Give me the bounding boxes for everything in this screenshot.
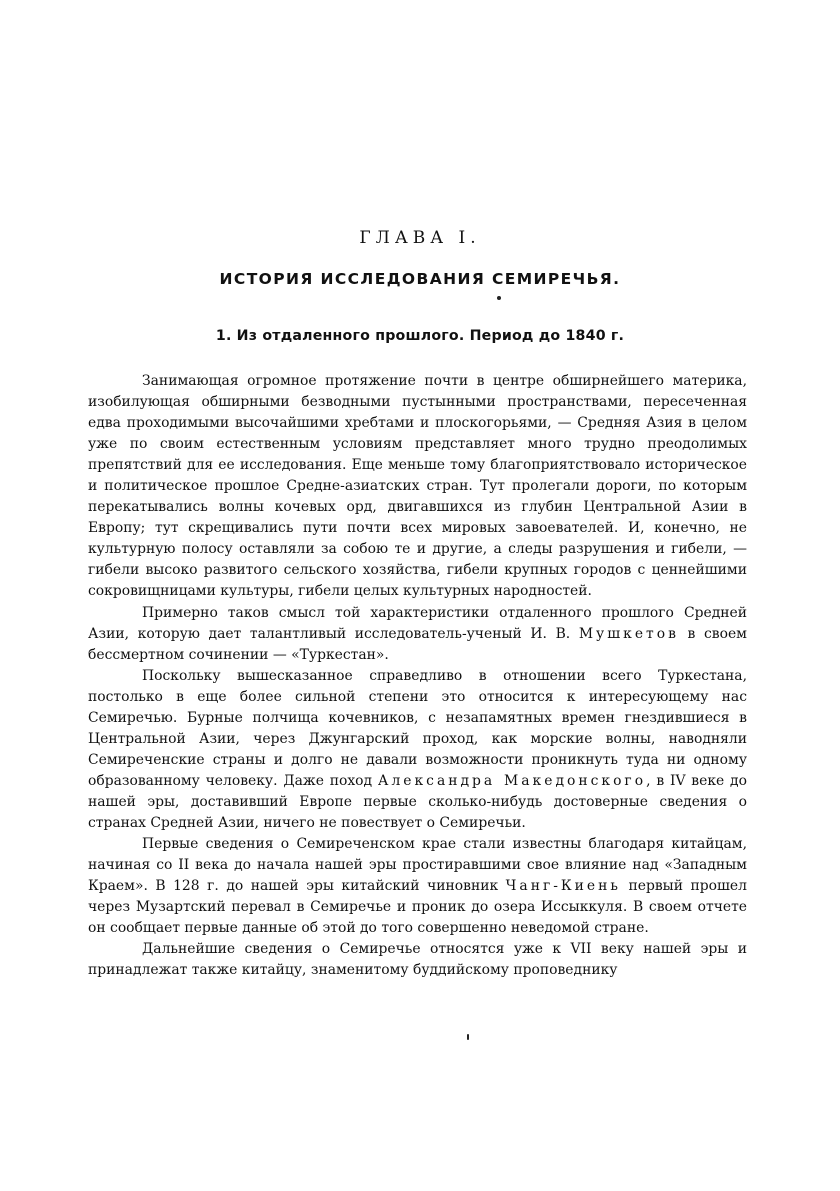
body-text xyxy=(88,371,747,981)
paragraph-1: Занимающая огромное протяжение почти в центре обширнейшего материка, изобилующая обширными безводными пустынными пространствами, пересеченная едва проходимыми высочайшими хребтами и плоскогорьями, — Средняя Азия в целом уже по своим естественным условиям представляет много трудно преодолимых препятствий для ее исследования. Еще меньше тому благоприятствовало историческое и политическое прошлое Средне-азиатских стран. Тут пролегали дороги, по которым перекатывались волны кочевых орд, двигавшихся из глубин Центральной Азии в Европу; тут скрещивались пути почти всех мировых завоевателей. И, конечно, не культурную полосу оставляли за собою те и другие, а следы разрушения и гибели, — гибели высоко развитого сельского хозяйства, гибели крупных городов с ценнейшими сокровищницами культуры, гибели целых культурных народностей. xyxy=(88,373,747,600)
chapter-heading: ГЛАВА I. xyxy=(359,228,481,248)
paragraph-3-text-start: Поскольку вышесказанное справедливо в отношении всего Туркестана, постолько в еще более сильной степени это относится к интересующему нас Семиречью. Бурные полчища кочевников, с незапамятных времен гнездившиеся в Центральной Азии, через Джунгарский проход, как морские волны, наводняли Семиреченские страны и долго не давали возможности проникнуть туда ни одному образованному человеку. Даже поход xyxy=(88,667,747,789)
alexander-name-spaced: Александра Македонского xyxy=(377,772,647,789)
paragraph-2-text-start: Примерно таков смысл той характеристики отдаленного прошлого Средней Азии, которую дает талантливый исследователь-ученый И. В. xyxy=(88,604,747,642)
paragraph-2 xyxy=(88,603,747,666)
paragraph-4-text-end: первый прошел через Музартский перевал в Семиречье и проник до озера Иссыккуля. В своем отчете он сообщает первые данные об этой до того совершенно неведомой стране. xyxy=(88,878,747,937)
section-heading: 1. Из отдаленного прошлого. Период до 1840 г. xyxy=(215,328,625,344)
paragraph-2-text-end: в своем бессмертном сочинении — «Туркестан». xyxy=(88,625,747,663)
print-speck xyxy=(497,296,501,300)
chapter-title: ИСТОРИЯ ИССЛЕДОВАНИЯ СЕМИРЕЧЬЯ. xyxy=(219,270,621,288)
paragraph-3 xyxy=(88,666,747,834)
print-speck xyxy=(467,1034,469,1040)
paragraph-3-text-end: , в IV веке до нашей эры, доставивший Европе первые сколько-нибудь достоверные сведения о странах Средней Азии, ничего не повествует о Семиречьи. xyxy=(88,772,747,831)
paragraph-5: Дальнейшие сведения о Семиречье относятся уже к VII веку нашей эры и принадлежат также китайцу, знаменитому буддийскому проповеднику xyxy=(88,941,747,979)
chang-kien-name-spaced: Чанг-Киень xyxy=(505,878,621,895)
paragraph-4-text-start: Первые сведения о Семиреченском крае стали известны благодаря китайцам, начиная со II века до начала нашей эры простиравшими свое влияние над «Западным Краем». В 128 г. до нашей эры китайский чиновник xyxy=(88,836,747,895)
author-name-spaced: Мушкетов xyxy=(578,625,679,642)
paragraph-4 xyxy=(88,834,747,939)
